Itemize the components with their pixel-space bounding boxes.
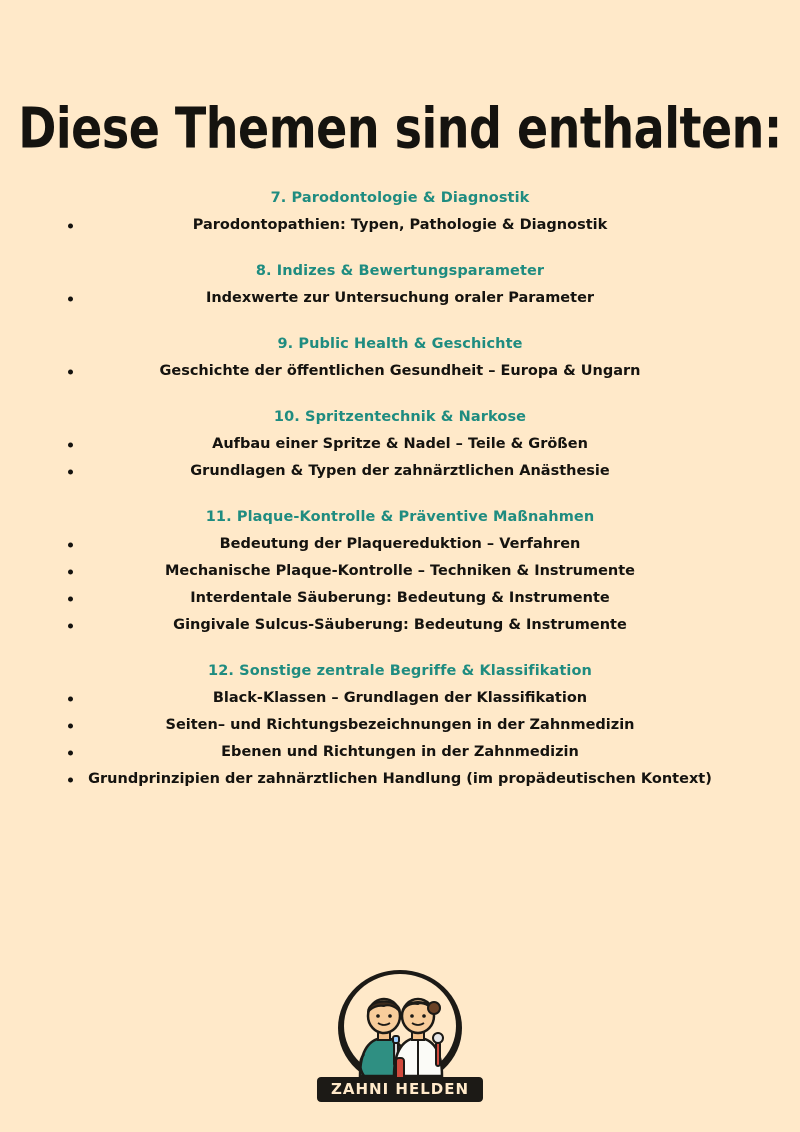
- bullet-icon: [68, 777, 73, 782]
- section-heading: 9. Public Health & Geschichte: [277, 336, 523, 353]
- list-item: [30, 585, 770, 612]
- bullet-icon: [68, 542, 73, 547]
- logo-area: [0, 954, 800, 1104]
- list-item-label: Seiten– und Richtungsbezeichnungen in der Zahnmedizin: [165, 717, 635, 734]
- page-title: Diese Themen sind enthalten:: [18, 95, 782, 162]
- list-item-label: Gingivale Sulcus-Säuberung: Bedeutung & Instrumente: [173, 617, 627, 634]
- list-item: [30, 458, 770, 485]
- bullet-icon: [68, 223, 73, 228]
- topic-section: [30, 263, 770, 312]
- list-item-label: Ebenen und Richtungen in der Zahnmedizin: [221, 744, 579, 761]
- list-item-label: Mechanische Plaque-Kontrolle – Techniken & Instrumente: [164, 563, 635, 580]
- section-heading: 12. Sonstige zentrale Begriffe & Klassifikation: [208, 663, 592, 680]
- section-items: [30, 531, 770, 639]
- bullet-icon: [68, 296, 73, 301]
- list-item: [30, 739, 770, 766]
- topics-list: [0, 190, 800, 793]
- list-item-label: Geschichte der öffentlichen Gesundheit – Europa & Ungarn: [159, 363, 641, 380]
- section-heading: 10. Spritzentechnik & Narkose: [273, 409, 527, 426]
- list-item-label: Black-Klassen – Grundlagen der Klassifikation: [212, 690, 588, 707]
- section-items: [30, 212, 770, 239]
- list-item-label: Bedeutung der Plaquereduktion – Verfahren: [219, 536, 581, 553]
- list-item: [30, 285, 770, 312]
- list-item-label: Grundprinzipien der zahnärztlichen Handlung (im propädeutischen Kontext): [88, 771, 712, 788]
- bullet-icon: [68, 623, 73, 628]
- list-item: [30, 431, 770, 458]
- topic-section: [30, 409, 770, 485]
- list-item: [30, 766, 770, 793]
- section-items: [30, 285, 770, 312]
- topic-section: [30, 663, 770, 793]
- section-items: [30, 431, 770, 485]
- list-item-label: Grundlagen & Typen der zahnärztlichen Anästhesie: [190, 463, 610, 480]
- list-item: [30, 358, 770, 385]
- list-item: [30, 685, 770, 712]
- section-items: [30, 358, 770, 385]
- bullet-icon: [68, 750, 73, 755]
- bullet-icon: [68, 469, 73, 474]
- section-items: [30, 685, 770, 793]
- logo-badge-text: ZAHNI HELDEN: [317, 1077, 483, 1102]
- list-item-label: Parodontopathien: Typen, Pathologie & Diagnostik: [192, 217, 608, 233]
- list-item: [30, 212, 770, 239]
- bullet-icon: [68, 369, 73, 374]
- section-heading: 11. Plaque-Kontrolle & Präventive Maßnahmen: [205, 509, 595, 526]
- bullet-icon: [68, 696, 73, 701]
- bullet-icon: [68, 569, 73, 574]
- list-item: [30, 712, 770, 739]
- topic-section: [30, 509, 770, 639]
- list-item-label: Indexwerte zur Untersuchung oraler Parameter: [205, 290, 595, 307]
- topic-section: [30, 336, 770, 385]
- two-dentists-logo: [320, 954, 480, 1104]
- list-item-label: Aufbau einer Spritze & Nadel – Teile & Größen: [212, 436, 588, 453]
- topic-section: [30, 190, 770, 239]
- bullet-icon: [68, 442, 73, 447]
- list-item: [30, 558, 770, 585]
- list-item: [30, 531, 770, 558]
- bullet-icon: [68, 723, 73, 728]
- section-heading: 8. Indizes & Bewertungsparameter: [255, 263, 545, 280]
- list-item: [30, 612, 770, 639]
- list-item-label: Interdentale Säuberung: Bedeutung & Instrumente: [190, 590, 610, 607]
- section-heading: 7. Parodontologie & Diagnostik: [270, 190, 530, 206]
- bullet-icon: [68, 596, 73, 601]
